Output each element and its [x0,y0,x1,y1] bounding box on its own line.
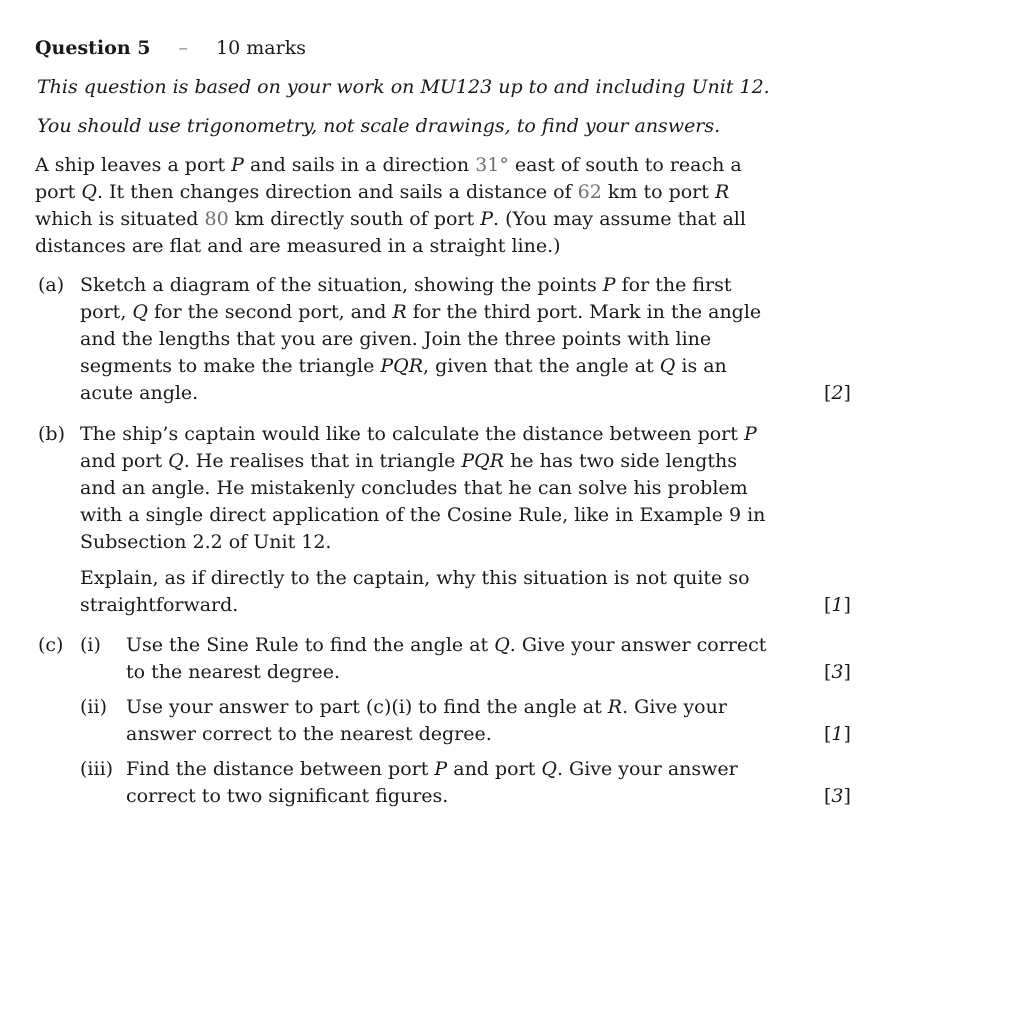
var-r: R [714,181,730,203]
intro-line-1: This question is based on your work on MU123 up to and including Unit 12. [37,76,770,98]
part-c-iii-marks [824,783,851,810]
bracket: ] [843,723,851,745]
var-q: Q [541,758,557,780]
text: Sketch a diagram of the situation, showing the points [80,274,603,296]
text: for the second port, and [147,301,393,323]
part-c-ii-label: (ii) [80,696,107,718]
text: . Give your answer [556,758,738,780]
header-separator: – [178,37,189,59]
part-b-marks [824,592,851,619]
part-b-line-6: Explain, as if directly to the captain, why this situation is not quite so [80,567,750,589]
stem-line-4: distances are flat and are measured in a straight line.) [35,235,561,257]
part-a-marks [824,380,851,407]
var-q: Q [81,181,97,203]
marks-value: 3 [831,661,844,683]
part-a-line-4 [80,353,727,380]
text: is an [675,355,727,377]
marks-value: 2 [831,382,844,404]
text: east of south to reach a [508,154,742,176]
text: km directly south of port [228,208,481,230]
text: for the first [615,274,732,296]
part-b-label: (b) [38,423,65,445]
bracket: [ [824,594,832,616]
text: . He realises that in triangle [183,450,462,472]
bracket: [ [824,661,832,683]
part-b-line-2 [80,448,737,475]
bracket: ] [843,594,851,616]
question-label: Question 5 [35,37,151,59]
part-c-label: (c) [38,634,64,656]
bracket: [ [824,382,832,404]
marks-value: 1 [831,723,844,745]
part-a-line-3: and the lengths that you are given. Join the three points with line [80,328,712,350]
text: for the third port. Mark in the angle [406,301,762,323]
marks-value: 3 [831,785,844,807]
marks-value: 1 [831,594,844,616]
var-q: Q [494,634,510,656]
part-b-line-7: straightforward. [80,594,239,616]
part-c-iii-line-1 [126,756,738,783]
text: port, [80,301,133,323]
part-b-line-1 [80,421,757,448]
var-p: P [480,208,493,230]
text: Use your answer to part (c)(i) to find the angle at [126,696,608,718]
text: and port [447,758,542,780]
intro-line-2: You should use trigonometry, not scale drawings, to find your answers. [37,115,721,137]
marks-label: 10 marks [216,37,306,59]
stem-line-1 [35,152,742,179]
text: . (You may assume that all [492,208,746,230]
part-c-i-marks [824,659,851,686]
text: km to port [601,181,715,203]
text: Use the Sine Rule to find the angle at [126,634,495,656]
part-c-ii-marks [824,721,851,748]
text: port [35,181,82,203]
text: he has two side lengths [504,450,737,472]
text: segments to make the triangle [80,355,381,377]
bracket: ] [843,661,851,683]
bracket: [ [824,785,832,807]
part-c-i-line-2: to the nearest degree. [126,661,341,683]
text: A ship leaves a port [35,154,232,176]
part-c-i-line-1 [126,632,766,659]
var-pqr: PQR [380,355,424,377]
text: . Give your answer correct [509,634,767,656]
text: . Give your [622,696,727,718]
bracket: [ [824,723,832,745]
var-q: Q [132,301,148,323]
part-c-ii-line-1 [126,694,727,721]
var-q: Q [168,450,184,472]
question-header [35,35,306,62]
part-b-line-4: with a single direct application of the Cosine Rule, like in Example 9 in [80,504,766,526]
part-a-line-5: acute angle. [80,382,199,404]
var-pqr: PQR [461,450,505,472]
text: Find the distance between port [126,758,435,780]
var-p: P [231,154,244,176]
distance-qr: 62 [577,181,602,203]
part-c-iii-label: (iii) [80,758,114,780]
bracket: ] [843,382,851,404]
text: , given that the angle at [423,355,660,377]
angle-value: 31° [475,154,509,176]
part-a-line-1 [80,272,732,299]
part-a-label: (a) [38,274,65,296]
part-b-line-5: Subsection 2.2 of Unit 12. [80,531,332,553]
var-q: Q [659,355,676,377]
part-c-i-label: (i) [80,634,101,656]
text: and sails in a direction [243,154,476,176]
var-p: P [602,274,616,296]
stem-line-2 [35,179,729,206]
var-p: P [434,758,448,780]
var-p: P [743,423,757,445]
text: which is situated [35,208,205,230]
stem-line-3 [35,206,746,233]
text: . It then changes direction and sails a distance of [96,181,578,203]
part-c-ii-line-2: answer correct to the nearest degree. [126,723,492,745]
part-c-iii-line-2: correct to two significant figures. [126,785,449,807]
bracket: ] [843,785,851,807]
var-r: R [392,301,407,323]
text: The ship’s captain would like to calculate the distance between port [80,423,744,445]
part-a-line-2 [80,299,761,326]
part-b-line-3: and an angle. He mistakenly concludes that he can solve his problem [80,477,748,499]
text: and port [80,450,169,472]
distance-pr: 80 [204,208,229,230]
var-r: R [607,696,623,718]
